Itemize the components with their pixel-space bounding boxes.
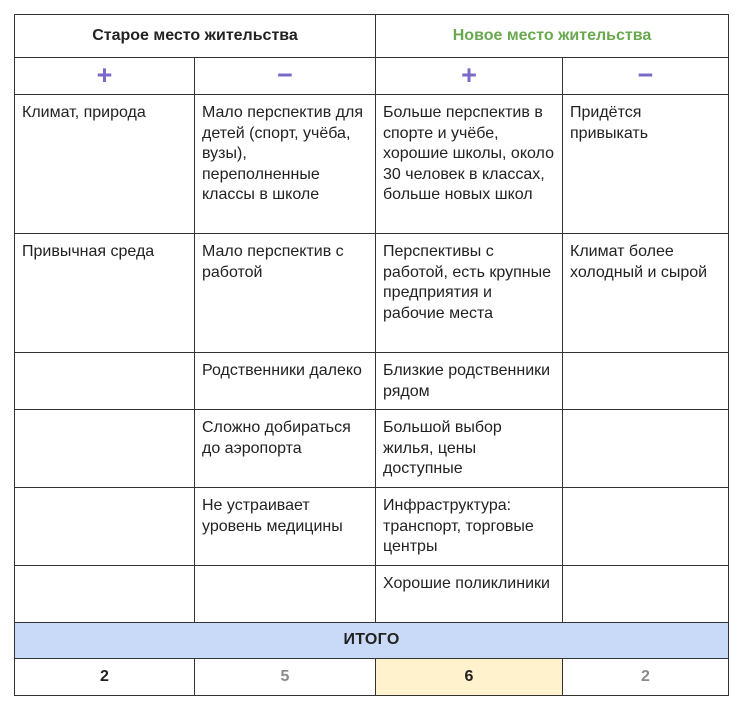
old-minus-cell: Мало перспектив для детей (спорт, учёба, вузы), переполненные классы в школе — [195, 95, 376, 234]
table-row — [15, 488, 729, 566]
old-minus-cell: Родственники далеко — [195, 353, 376, 410]
old-minus-cell: Мало перспектив с работой — [195, 234, 376, 353]
new-minus-cell — [563, 566, 729, 623]
table-row — [15, 234, 729, 353]
new-place-header: Новое место жительства — [376, 15, 729, 58]
old-place-header: Старое место жительства — [15, 15, 376, 58]
new-minus-sign-cell — [563, 58, 729, 95]
table-row — [15, 353, 729, 410]
old-minus-cell — [195, 566, 376, 623]
old-plus-total: 2 — [15, 659, 195, 696]
new-plus-sign-cell — [376, 58, 563, 95]
new-plus-cell: Большой выбор жилья, цены доступные — [376, 410, 563, 488]
new-plus-cell: Перспективы с работой, есть крупные предприятия и рабочие места — [376, 234, 563, 353]
old-minus-cell: Сложно добираться до аэропорта — [195, 410, 376, 488]
new-plus-total: 6 — [376, 659, 563, 696]
new-plus-cell: Хорошие поликлиники — [376, 566, 563, 623]
new-minus-total: 2 — [563, 659, 729, 696]
new-plus-cell: Близкие родственники рядом — [376, 353, 563, 410]
new-minus-cell: Придётся привыкать — [563, 95, 729, 234]
new-minus-cell: Климат более холодный и сырой — [563, 234, 729, 353]
comparison-table — [14, 14, 729, 696]
signs-row — [15, 58, 729, 95]
new-plus-cell: Больше перспектив в спорте и учёбе, хорошие школы, около 30 человек в классах, больше новых школ — [376, 95, 563, 234]
totals-row — [15, 659, 729, 696]
old-plus-cell — [15, 488, 195, 566]
header-row — [15, 15, 729, 58]
minus-icon: − — [637, 59, 654, 90]
old-plus-cell: Климат, природа — [15, 95, 195, 234]
total-label: ИТОГО — [15, 623, 729, 659]
new-plus-cell: Инфраструктура: транспорт, торговые центры — [376, 488, 563, 566]
new-minus-cell — [563, 488, 729, 566]
minus-icon: − — [277, 59, 293, 90]
old-plus-cell — [15, 566, 195, 623]
table-row — [15, 566, 729, 623]
new-minus-cell — [563, 410, 729, 488]
table-row — [15, 95, 729, 234]
old-plus-sign-cell — [15, 58, 195, 95]
old-plus-cell: Привычная среда — [15, 234, 195, 353]
old-plus-cell — [15, 353, 195, 410]
table-row — [15, 410, 729, 488]
plus-icon: + — [96, 59, 113, 90]
old-minus-sign-cell — [195, 58, 376, 95]
new-minus-cell — [563, 353, 729, 410]
plus-icon: + — [461, 59, 477, 90]
total-label-row — [15, 623, 729, 659]
old-minus-total: 5 — [195, 659, 376, 696]
old-plus-cell — [15, 410, 195, 488]
old-minus-cell: Не устраивает уровень медицины — [195, 488, 376, 566]
